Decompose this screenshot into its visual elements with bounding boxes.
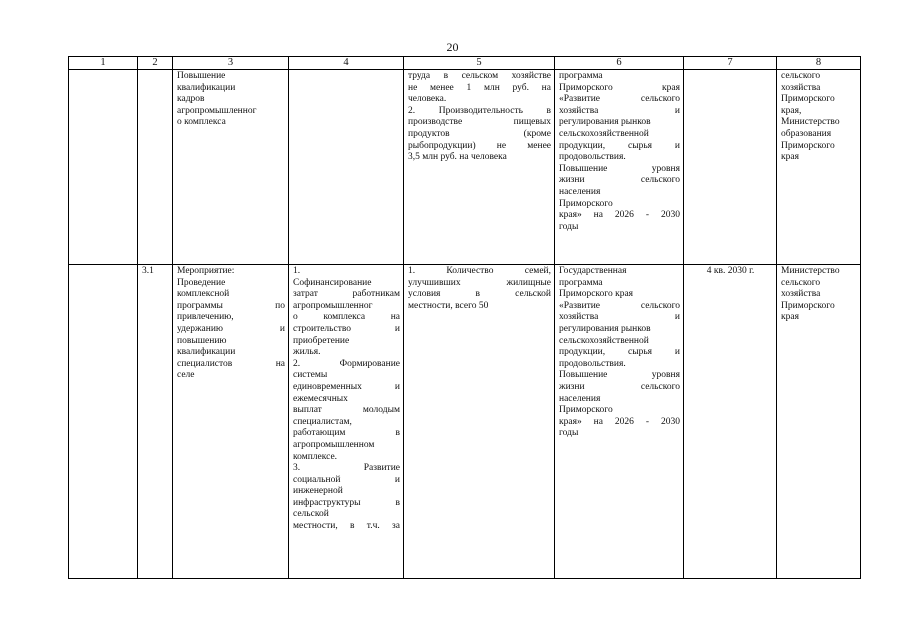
cell-text-line: сельского <box>781 71 821 81</box>
table-row <box>69 265 861 579</box>
cell-text-line: населения <box>559 186 601 197</box>
cell-text-line: Министерство <box>781 117 840 128</box>
cell-text-line: жизни сельского <box>559 381 680 392</box>
cell-text-line: специалистам, <box>293 416 352 427</box>
cell-program <box>555 265 684 579</box>
column-header: 1 <box>69 57 138 70</box>
cell-text-line: «Развитие сельского <box>559 94 680 105</box>
cell-text-line: повышению <box>177 335 227 346</box>
cell-text-line: Мероприятие: <box>177 266 235 276</box>
cell-text-line: программа <box>559 71 603 81</box>
cell-text-line: кадров <box>177 94 205 105</box>
cell-text-line: Приморского края <box>559 82 680 93</box>
cell-text-line: Приморского <box>781 94 835 105</box>
column-header: 4 <box>289 57 404 70</box>
cell-text-line: Проведение <box>177 277 226 288</box>
cell-text-line: регулирования рынков <box>559 117 651 128</box>
cell-text-line: образования <box>781 128 832 139</box>
cell-content <box>289 265 404 579</box>
cell-text-line: местности, всего 50 <box>408 300 489 311</box>
cell-text-line: 1. Количество семей, <box>408 266 551 276</box>
cell-text-line: строительство и <box>293 323 400 334</box>
table-row <box>69 70 861 265</box>
cell-number <box>138 70 173 265</box>
cell-text-line: не менее 1 млн руб. на <box>408 82 551 93</box>
cell-text-line: годы <box>559 428 579 439</box>
table-header-row <box>69 57 861 70</box>
cell-text-line: жизни сельского <box>559 175 680 186</box>
cell-text-line: Приморского <box>781 300 835 311</box>
cell-text-line: сельского <box>781 277 821 288</box>
cell-text-line: продуктов (кроме <box>408 128 551 139</box>
cell-text-line: хозяйства <box>781 289 821 300</box>
cell-text-line: агропромышленног <box>177 105 257 116</box>
cell-text-line: условия в сельской <box>408 289 551 300</box>
cell-text-line: 1. <box>293 266 301 276</box>
column-header: 7 <box>684 57 777 70</box>
cell-text-line: сельскохозяйственной <box>559 128 649 139</box>
cell-text-line: продовольствия. <box>559 152 626 163</box>
cell-text-line: Государственная <box>559 266 627 276</box>
cell-text-line: агропромышленног <box>293 300 373 311</box>
cell-text-line: хозяйства и <box>559 312 680 323</box>
cell-text-line: специалистов на <box>177 358 285 369</box>
cell-deadline <box>684 70 777 265</box>
cell-text-line: продукции, сырья и <box>559 347 680 358</box>
cell-title <box>173 70 289 265</box>
cell-text-line: края» на 2026 - 2030 <box>559 416 680 427</box>
cell-text-line: регулирования рынков <box>559 323 651 334</box>
cell-text-line: рыбопродукции) не менее <box>408 140 551 151</box>
cell-text-line: квалификации <box>177 82 236 93</box>
cell-text-line: местности, в т.ч. за <box>293 521 400 532</box>
cell-text-line: программы по <box>177 300 285 311</box>
cell-text-line: «Развитие сельского <box>559 300 680 311</box>
cell-text-line: привлечению, <box>177 312 234 323</box>
page-number: 20 <box>446 40 459 54</box>
cell-text-line: человека. <box>408 94 447 105</box>
cell-text-line: ежемесячных <box>293 393 348 404</box>
cell-text-line: производстве пищевых <box>408 117 551 128</box>
cell-content <box>289 70 404 265</box>
cell-text-line: Приморского края <box>559 289 634 300</box>
column-header: 3 <box>173 57 289 70</box>
cell-text-line: Повышение уровня <box>559 370 680 381</box>
cell-deadline: 4 кв. 2030 г. <box>684 265 777 579</box>
cell-text-line: комплексной <box>177 289 230 300</box>
cell-responsible <box>777 70 861 265</box>
cell-text-line: Приморского <box>559 198 613 209</box>
cell-text-line: инфраструктуры в <box>293 497 400 508</box>
cell-text-line: 2. Формирование <box>293 358 400 369</box>
cell-text-line: о комплекса на <box>293 312 400 323</box>
cell-text-line: 3. Развитие <box>293 463 400 474</box>
cell-text-line: агропромышленном <box>293 439 375 450</box>
cell-text-line: Софинансирование <box>293 277 372 288</box>
cell-text-line: продовольствия. <box>559 358 626 369</box>
cell-text-line: удержанию и <box>177 323 285 334</box>
cell-text-line: приобретение <box>293 335 350 346</box>
cell-text-line: 2. Производительность в <box>408 105 551 116</box>
column-header: 8 <box>777 57 861 70</box>
cell-text-line: программа <box>559 277 603 288</box>
cell-text-line: края» на 2026 - 2030 <box>559 210 680 221</box>
cell-indicators <box>404 265 555 579</box>
cell-text-line: квалификации <box>177 347 236 358</box>
cell-text-line: продукции, сырья и <box>559 140 680 151</box>
cell-text-line: хозяйства <box>781 82 821 93</box>
cell-text-line: Приморского <box>781 140 835 151</box>
cell-text-line: населения <box>559 393 601 404</box>
cell-responsible <box>777 265 861 579</box>
cell-indicators <box>404 70 555 265</box>
cell-text-line: 3,5 млн руб. на человека <box>408 152 507 163</box>
cell-text-line: края <box>781 152 799 163</box>
column-header: 6 <box>555 57 684 70</box>
cell-text-line: Повышение <box>177 71 226 81</box>
column-header: 2 <box>138 57 173 70</box>
cell-text-line: труда в сельском хозяйстве <box>408 71 551 81</box>
cell-text-line: выплат молодым <box>293 405 400 416</box>
cell-text-line: единовременных и <box>293 381 400 392</box>
cell-text-line: сельскохозяйственной <box>559 335 649 346</box>
cell-col1 <box>69 265 138 579</box>
cell-text-line: Приморского <box>559 405 613 416</box>
cell-number: 3.1 <box>138 265 173 579</box>
cell-text-line: о комплекса <box>177 117 226 128</box>
cell-text-line: улучшивших жилищные <box>408 277 551 288</box>
cell-text-line: края, <box>781 105 802 116</box>
cell-text-line: затрат работникам <box>293 289 400 300</box>
cell-text-line: системы <box>293 370 328 381</box>
cell-text-line: селе <box>177 370 195 381</box>
cell-text-line: Министерство <box>781 266 840 276</box>
cell-text-line: края <box>781 312 799 323</box>
cell-program <box>555 70 684 265</box>
measures-table <box>68 56 861 579</box>
cell-text-line: хозяйства и <box>559 105 680 116</box>
cell-text-line: комплексе. <box>293 451 338 462</box>
cell-text-line: Повышение уровня <box>559 163 680 174</box>
cell-text-line: годы <box>559 221 579 232</box>
cell-title <box>173 265 289 579</box>
cell-text-line: жилья. <box>293 347 321 358</box>
cell-text-line: социальной и <box>293 474 400 485</box>
cell-text-line: сельской <box>293 509 329 520</box>
cell-text-line: работающим в <box>293 428 400 439</box>
column-header: 5 <box>404 57 555 70</box>
cell-text-line: инженерной <box>293 486 343 497</box>
cell-col1 <box>69 70 138 265</box>
